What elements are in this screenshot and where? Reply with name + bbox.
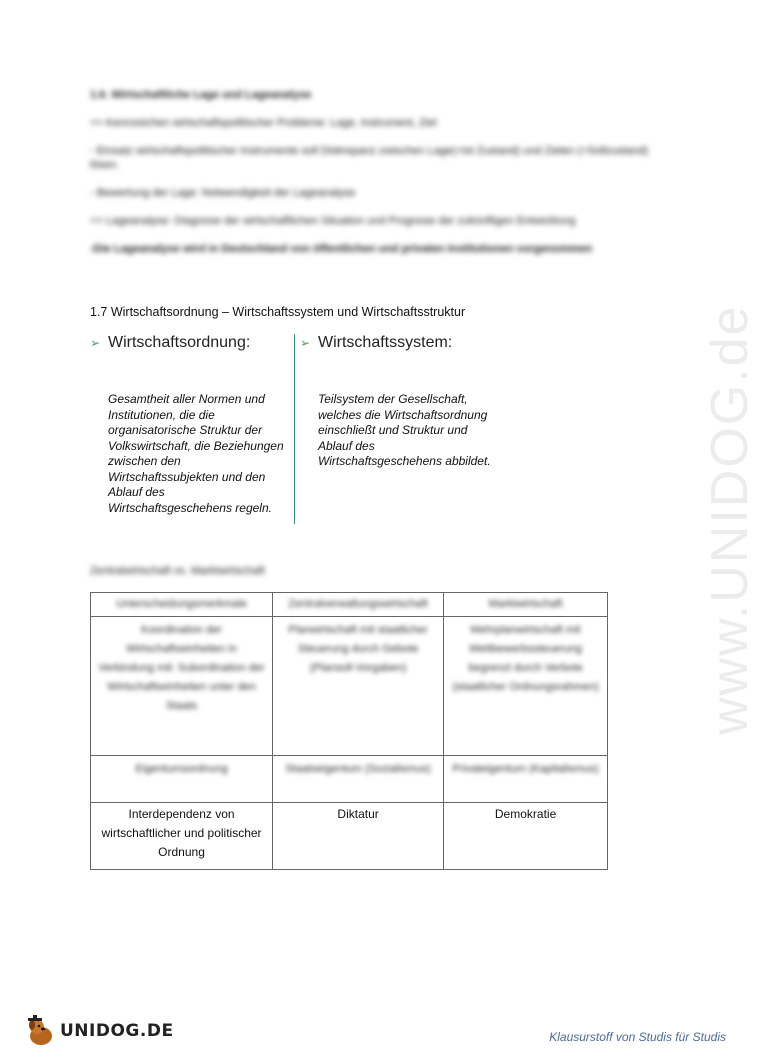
blurred-section-1-6 xyxy=(90,88,650,270)
column-heading: Wirtschaftssystem: xyxy=(318,334,453,351)
table-cell: Staatseigentum (Sozialismus) xyxy=(273,756,444,803)
blurred-heading: 1.6. Wirtschaftliche Lage und Lageanalyse xyxy=(90,89,312,101)
table-row xyxy=(91,617,608,756)
dog-mascot-icon xyxy=(24,1014,58,1048)
table-cell: Eigentumsordnung xyxy=(91,756,273,803)
column-heading: Wirtschaftsordnung: xyxy=(108,334,251,351)
column-divider xyxy=(294,334,295,524)
logo-text: UNIDOG.DE xyxy=(60,1021,174,1041)
column-wirtschaftsordnung xyxy=(90,334,290,516)
column-wirtschaftssystem xyxy=(300,334,500,470)
blurred-line-1: => Kennzeichen wirtschaftspolitischer Probleme: Lage, Instrument, Ziel xyxy=(90,117,437,129)
table-subtitle: Zentralwirtschaft vs. Marktwirtschaft xyxy=(90,565,265,577)
table-cell: Demokratie xyxy=(444,803,608,870)
blurred-line-2: - Einsatz wirtschaftspolitischer Instrumente soll Diskrepanz zwischen Lage(=Ist Zustand) und Zielen (=Sollzustand) lösen. xyxy=(90,145,649,171)
table-row xyxy=(91,756,608,803)
blurred-line-3: - Bewertung der Lage: Notwendigkeit der Lageanalyse xyxy=(90,187,356,199)
table-row xyxy=(91,803,608,870)
table-cell: Mehrplanwirtschaft mit Wettbewerbssteuerung begrenzt durch Verbote (staatlicher Ordnungsrahmen) xyxy=(444,617,608,756)
table-cell: Diktatur xyxy=(273,803,444,870)
blurred-bold-line: -Die Lageanalyse wird in Deutschland von öffentlichen und privaten Institutionen vorgenommen xyxy=(90,243,593,255)
arrow-bullet-icon: ➢ xyxy=(90,336,101,350)
blurred-line-4: => Lageanalyse: Diagnose der wirtschaftlichen Situation und Prognose der zukünftigen Entwicklung xyxy=(90,215,576,227)
unidog-logo[interactable] xyxy=(24,1014,174,1048)
table-cell: Koordination der Wirtschaftseinheiten in Verbindung mit: Subordination der Wirtschaftseinheiten unter den Staats xyxy=(91,617,273,756)
arrow-bullet-icon: ➢ xyxy=(300,336,311,350)
table-header-row xyxy=(91,593,608,617)
table-header-cell: Unterscheidungsmerkmale xyxy=(91,593,273,617)
column-text: Gesamtheit aller Normen und Institutionen, die die organisatorische Struktur der Volkswirtschaft, die Beziehungen zwischen den Wirtschaftssubjekten und den Ablauf des Wirtschaftsgeschehens regeln. xyxy=(108,392,284,515)
section-title: 1.7 Wirtschaftsordnung – Wirtschaftssystem und Wirtschaftsstruktur xyxy=(90,305,466,319)
footer-tagline: Klausurstoff von Studis für Studis xyxy=(549,1030,726,1044)
table-cell: Interdependenz von wirtschaftlicher und politischer Ordnung xyxy=(91,803,273,870)
table-cell: Planwirtschaft mit staatlicher Steuerung durch Gebote (Plansoll-Vorgaben) xyxy=(273,617,444,756)
watermark: www.UNIDOG.de xyxy=(701,304,759,735)
table-header-cell: Marktwirtschaft xyxy=(444,593,608,617)
comparison-table xyxy=(90,592,608,870)
column-text: Teilsystem der Gesellschaft, welches die Wirtschaftsordnung einschließt und Struktur und Ablauf des Wirtschaftsgeschehens abbildet. xyxy=(318,392,491,468)
table-header-cell: Zentralverwaltungswirtschaft xyxy=(273,593,444,617)
table-cell: Privateigentum (Kapitalismus) xyxy=(444,756,608,803)
